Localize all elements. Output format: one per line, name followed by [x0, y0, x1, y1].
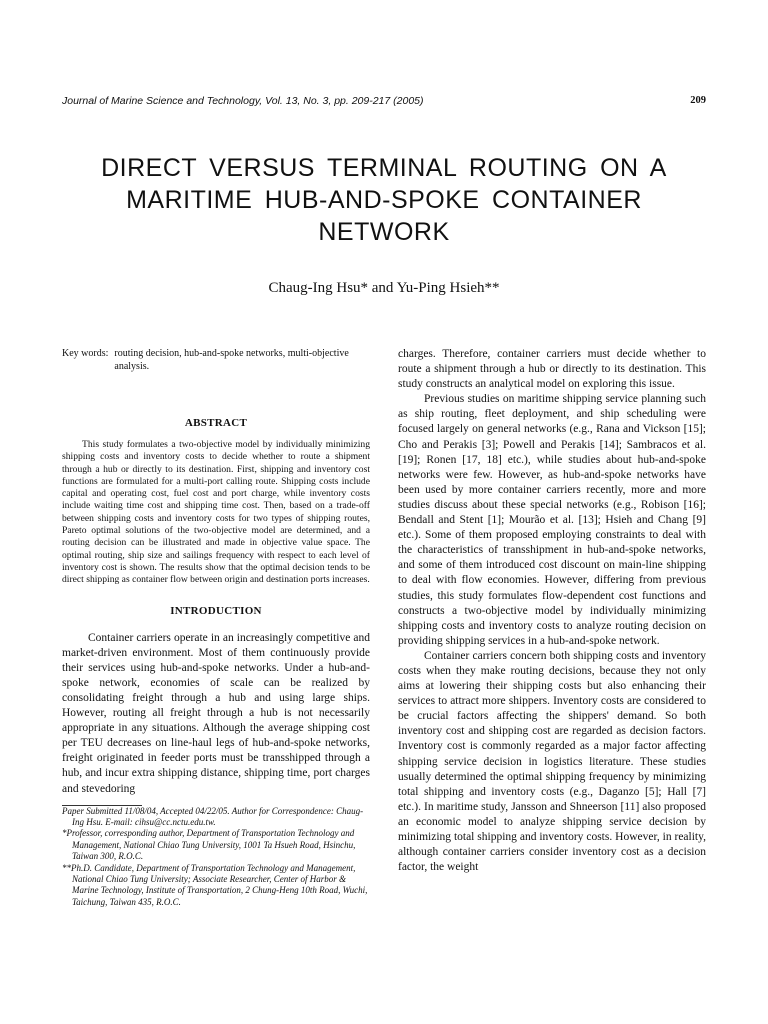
journal-running-head: Journal of Marine Science and Technology, Vol. 13, No. 3, pp. 209-217 (2005) [62, 95, 424, 107]
introduction-heading: INTRODUCTION [170, 604, 262, 617]
right-column [398, 347, 706, 875]
paper-title [40, 152, 728, 248]
footnote-submission: Paper Submitted 11/08/04, Accepted 04/22/05. Author for Correspondence: Chaug-Ing Hsu. E-mail: cihsu@cc.nctu.edu.tw. [62, 805, 364, 827]
keywords [62, 347, 370, 373]
footnote-author-2: **Ph.D. Candidate, Department of Transportation Technology and Management, National Chiao Tung University; Associate Researcher, Center of Harbor & Marine Technology, Institute of Transportation, 2 Chung-Heng 10th Road, Wuchi, Taichung, Taiwan 435, R.O.C. [62, 862, 368, 907]
body-paragraph: Previous studies on maritime shipping service planning such as ship routing, fleet deployment, and ship scheduling were focused largely on general networks (e.g., Rana and Vickson [15]; Cho and Perakis [3]; Powell and Perakis [14]; Sambracos et al. [19]; Ronen [17, 18] etc.), while studies about hub-and-spoke networks were few. However, as hub-and-spoke networks have been used by more container carriers recently, more and more studies discuss about these special networks (e.g., Robison [16]; Bendall and Stent [1]; Mourão et al. [13]; Hsieh and Chang [9] etc.). Some of them proposed employing constraints to deal with the characteristics of transshipment in hub-and-spoke networks, and some of them introduced cost discount on main-line shipping to deal with flow economies. However, differing from previous studies, this study formulates flow-dependent cost functions and constructs a two-objective model by individually minimizing shipping costs and inventory costs to analyze routing decision on providing shipping services in a hub-and-spoke network. [398, 393, 706, 647]
abstract-heading: ABSTRACT [184, 417, 248, 429]
body-paragraph: Container carriers concern both shipping costs and inventory costs when they make routing decisions, because they not only aims at lowering their shipping costs but also enhancing their services to attract more shippers. Inventory costs are considered to be crucial factors affecting the shippers' demand. So both inventory cost and shipping cost are regarded as decision factors. Inventory cost is commonly regarded as a major factor affecting shipping service decision in logistics literature. These studies usually determined the optimal shipping frequency by minimizing total shipping and inventory costs (e.g., Daganzo [5]; Hall [7] etc.). In maritime study, Jansson and Shneerson [11] also proposed an economic model to analyze shipping service decision by minimizing total shipping and inventory costs. However, in reality, although container carriers consider inventory cost as a decision factor, the weight [398, 649, 706, 874]
title-line: NETWORK [318, 218, 450, 246]
introduction-paragraph: Container carriers operate in an increasingly competitive and market-driven environment. Most of them continuously provide their services using hub-and-spoke networks. Under a hub-and-spoke network, economies of scale can be realized by consolidating freight through a hub and using large ships. However, routing all freight through a hub is not necessarily appropriate in any situations. Although the average shipping cost per TEU decreases on line-haul legs of hub-and-spoke networks, freight originated in feeder ports must be transshipped through a hub, and incur extra shipping distance, shipping time, port charges and stevedoring [62, 631, 370, 795]
footnote-author-1: *Professor, corresponding author, Department of Transportation Technology and Management, National Chiao Tung University, 1001 Ta Hsueh Road, Hsinchu, Taiwan 300, R.O.C. [62, 828, 356, 862]
title-line: DIRECT VERSUS TERMINAL ROUTING ON A [101, 154, 667, 182]
author-line: Chaug-Ing Hsu* and Yu-Ping Hsieh** [268, 280, 500, 296]
page-number: 209 [690, 95, 706, 106]
title-line: MARITIME HUB-AND-SPOKE CONTAINER [126, 186, 642, 214]
body-paragraph: charges. Therefore, container carriers must decide whether to route a shipment through a hub or directly to its destination. This study constructs an analytical model on exploring this issue. [398, 348, 706, 391]
abstract-text: This study formulates a two-objective model by individually minimizing shipping costs and inventory costs to decide whether to route a shipment through a hub or directly to its destination. First, shipping and inventory cost functions are formulated for a multi-port calling route. Shipping costs include capital and operating cost, fuel cost and port charge, while inventory costs include waiting time cost and shipping time cost. Then, based on a trade-off between shipping costs and inventory costs for two types of shipping routes, Pareto optimal solutions of the two-objective model are determined, and a routing decision can be illustrated and made in objective value space. The optimal routing, ship size and sailings frequency with respect to each level of inventory cost is shown. The results show that the optimal decision tends to be direct shipping as container flow between origin and destination ports increases. [62, 439, 370, 586]
keywords-label: Key words: [62, 348, 109, 359]
keywords-text: routing decision, hub-and-spoke networks, multi-objective analysis. [114, 348, 349, 372]
left-column [62, 347, 370, 908]
footnotes [62, 806, 370, 909]
